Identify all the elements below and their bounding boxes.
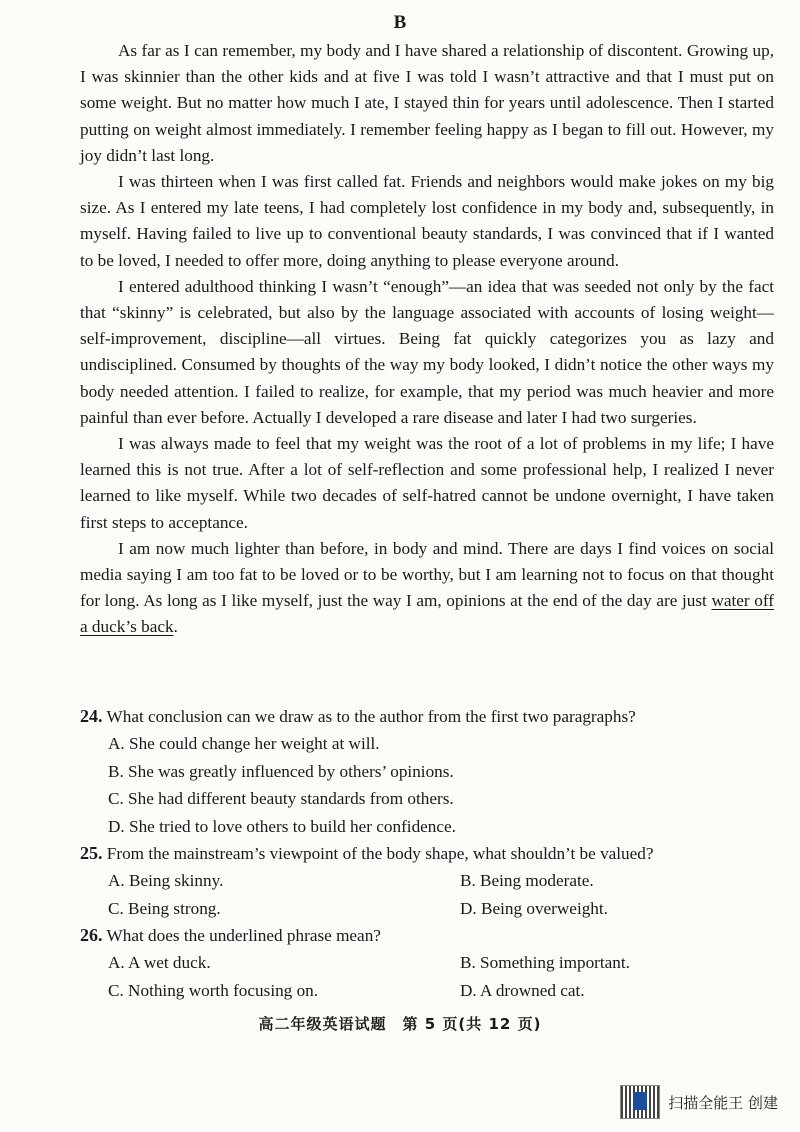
option-b[interactable]: B. She was greatly influenced by others’ opinions. [108, 761, 454, 781]
option-b[interactable]: B. Something important. [460, 953, 630, 972]
question-26 [80, 922, 780, 1004]
option-d[interactable]: D. Being overweight. [460, 898, 608, 918]
underlined-phrase: water off a duck’s back [80, 591, 774, 637]
question-number: 26. [80, 925, 103, 945]
option-c[interactable]: C. She had different beauty standards from others. [108, 789, 454, 808]
options-list [80, 730, 780, 840]
question-text: From the mainstream’s viewpoint of the body shape, what shouldn’t be valued? [106, 844, 654, 863]
question-stem [80, 922, 780, 949]
page-footer: 高二年级英语试题 第 5 页(共 12 页) [258, 1015, 542, 1033]
paragraph-5-text: I am now much lighter than before, in body and mind. There are days I find voices on social media saying I am too fat to be loved or to be worthy, but I am learning not to focus on that thought for long. As long as I like myself, just the way I am, opinions at the end of the day are just [80, 538, 774, 611]
question-text: What does the underlined phrase mean? [106, 926, 381, 945]
question-stem [80, 840, 780, 867]
option-a[interactable]: A. Being skinny. [108, 871, 224, 890]
passage-paragraph-5 [80, 536, 774, 641]
question-stem [80, 703, 780, 730]
option-a[interactable]: A. A wet duck. [108, 953, 211, 972]
section-label: B [393, 12, 407, 33]
passage-paragraph-1: As far as I can remember, my body and I have shared a relationship of discontent. Growing up, I was skinnier than the other kids and at five I was told I wasn’t attractive and that I must put on some weight. But no matter how much I ate, I stayed thin for years until adolescence. Then I started putting on weight almost immediately. I remember feeling happy as I began to fill out. However, my joy didn’t last long. [80, 41, 774, 165]
option-c[interactable]: C. Nothing worth focusing on. [108, 980, 319, 1000]
option-c[interactable]: C. Being strong. [108, 898, 221, 918]
paragraph-5-end: . [173, 617, 178, 637]
passage-paragraph-4: I was always made to feel that my weight was the root of a lot of problems in my life; I have learned this is not true. After a lot of self-reflection and some professional help, I realized I never learned to like myself. While two decades of self-hatred cannot be undone overnight, I have taken first steps to acceptance. [80, 434, 774, 532]
qr-logo-icon [620, 1085, 660, 1119]
question-24 [80, 703, 780, 840]
reading-passage [80, 38, 774, 641]
question-list [80, 703, 780, 1004]
question-25 [80, 840, 780, 922]
passage-paragraph-2: I was thirteen when I was first called fat. Friends and neighbors would make jokes on my big size. As I entered my late teens, I had completely lost confidence in my body and, subsequently, in myself. Having failed to live up to conventional beauty standards, I was convinced that if I wanted to be loved, I needed to offer more, doing anything to please everyone around. [80, 172, 774, 270]
scanner-watermark [620, 1085, 778, 1119]
options-grid [80, 867, 780, 922]
question-number: 24. [80, 706, 103, 726]
watermark-text: 扫描全能王 创建 [668, 1093, 778, 1112]
options-grid [80, 949, 780, 1004]
option-a[interactable]: A. She could change her weight at will. [108, 734, 380, 753]
option-b[interactable]: B. Being moderate. [460, 871, 594, 890]
question-number: 25. [80, 843, 103, 863]
passage-paragraph-3: I entered adulthood thinking I wasn’t “enough”—an idea that was seeded not only by the fact that “skinny” is celebrated, but also by the language associated with accounts of losing weight—self-improvement, discipline—all virtues. Being fat quickly categorizes you as lazy and undisciplined. Consumed by thoughts of the way my body looked, I didn’t notice the other ways my body needed attention. I failed to realize, for example, that my period was much heavier and more painful than ever before. Actually I developed a rare disease and later I had two surgeries. [80, 276, 774, 427]
question-text: What conclusion can we draw as to the author from the first two paragraphs? [106, 707, 636, 726]
option-d[interactable]: D. A drowned cat. [460, 980, 585, 1000]
option-d[interactable]: D. She tried to love others to build her confidence. [108, 816, 456, 836]
